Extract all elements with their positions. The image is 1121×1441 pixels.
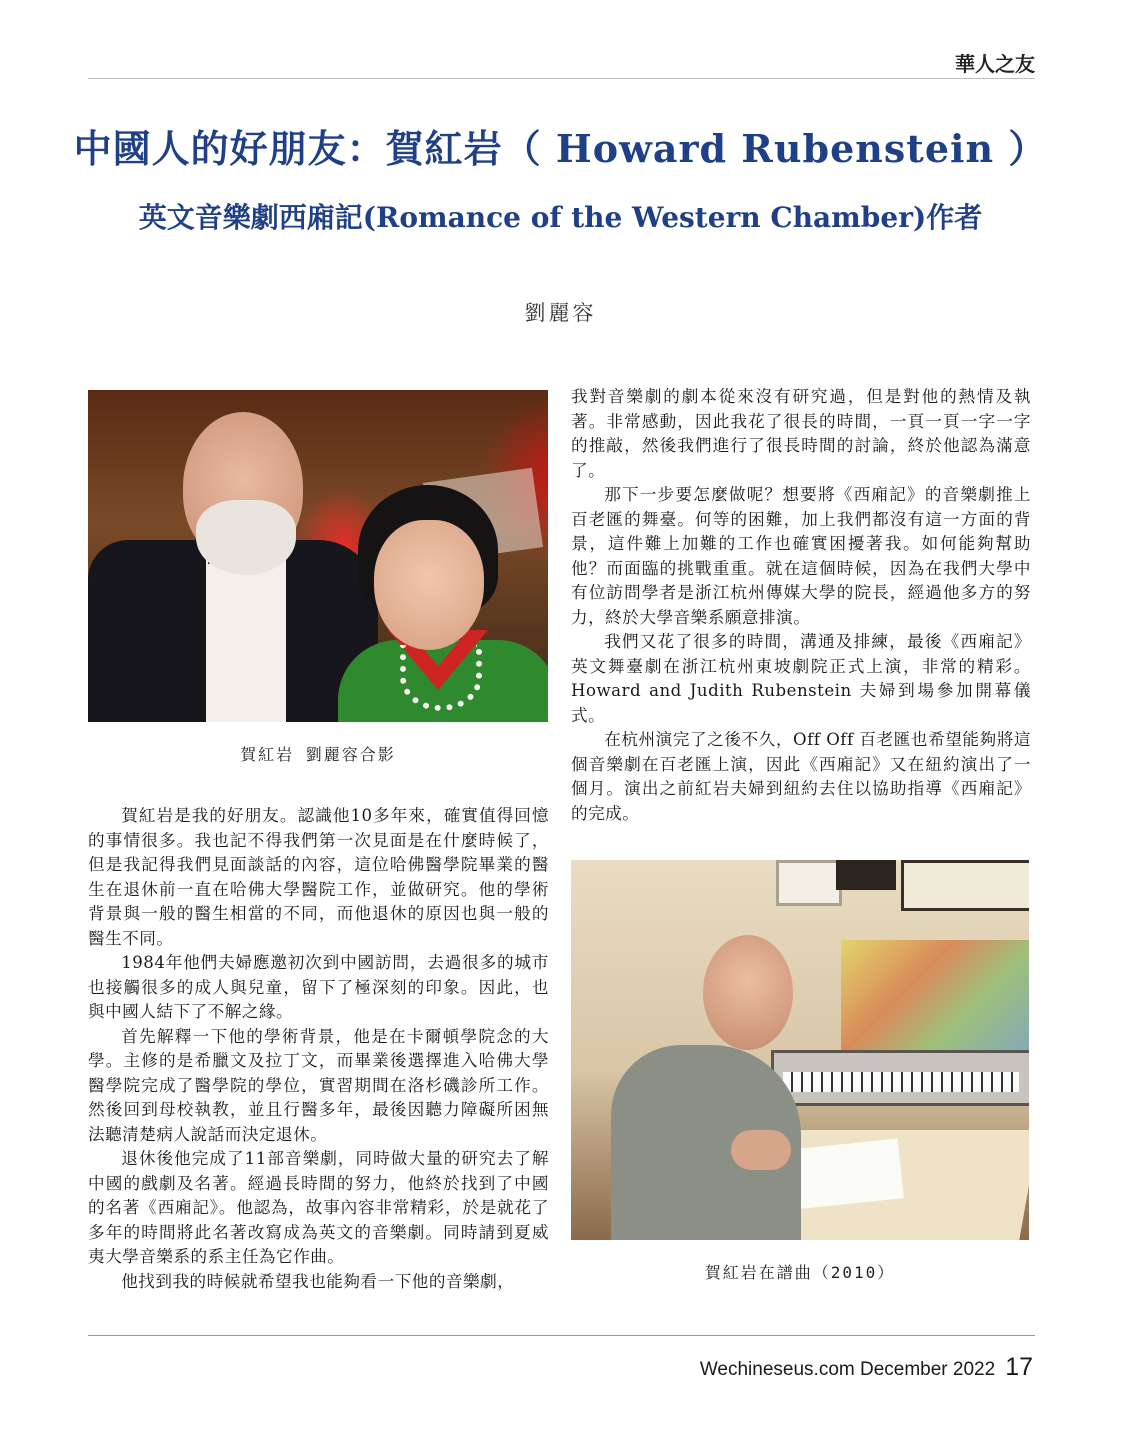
publication-date: Wechineseus.com December 2022: [699, 1359, 996, 1380]
photo-man-beard: [196, 500, 296, 575]
paragraph: 賀紅岩是我的好朋友。認識他10多年來，確實值得回憶的事情很多。我也記不得我們第一次見面是在什麼時候了，但是我記得我們見面談話的內容，這位哈佛醫學院畢業的醫生在退休前一直在哈佛大學醫院工作，並做研究。他的學術背景與一般的醫生相當的不同，而他退休的原因也與一般的醫生不同。: [88, 806, 549, 948]
article-right-column: [571, 385, 1031, 826]
article-author: 劉麗容: [524, 301, 597, 325]
section-label: 華人之友: [955, 52, 1035, 76]
paragraph: 1984年他們夫婦應邀初次到中國訪問，去過很多的城市也接觸很多的成人與兒童，留下了極深刻的印象。因此，也與中國人結下了不解之緣。: [88, 953, 549, 1021]
photo-keys: [783, 1072, 1019, 1092]
photo-composing: [571, 860, 1029, 1240]
photo-pearls: [400, 645, 482, 711]
photo-man-head: [703, 935, 793, 1050]
page-number: 17: [1005, 1353, 1033, 1381]
photo-man-arm: [731, 1130, 791, 1170]
paragraph: 我對音樂劇的劇本從來沒有研究過，但是對他的熱情及執著。非常感動，因此我花了很長的時間，一頁一頁一字一字的推敲，然後我們進行了很長時間的討論，終於他認為滿意了。: [571, 387, 1031, 480]
page-footer: [700, 1353, 1033, 1382]
photo-frame: [776, 860, 842, 906]
paragraph: 在杭州演完了之後不久，Off Off 百老匯也希望能夠將這個音樂劇在百老匯上演，因此《西廂記》又在紐約演出了一個月。演出之前紅岩夫婦到紐約去住以協助指導《西廂記》的完成。: [571, 730, 1031, 823]
paragraph: 首先解釋一下他的學術背景，他是在卡爾頓學院念的大學。主修的是希臘文及拉丁文，而畢業後選擇進入哈佛大學醫學院完成了醫學院的學位，實習期間在洛杉磯診所工作。然後回到母校執教，並且行醫多年，最後因聽力障礙所困無法聽清楚病人說話而決定退休。: [88, 1026, 549, 1144]
photo-frame: [836, 860, 896, 890]
bottom-divider: [88, 1335, 1035, 1336]
paragraph: 我們又花了很多的時間，溝通及排練，最後《西廂記》英文舞臺劇在浙江杭州東坡劇院正式上演，非常的精彩。Howard and Judith Rubenstein 夫婦到場參加開幕儀式。: [571, 632, 1031, 725]
top-divider: [88, 78, 1035, 79]
photo-composing-caption: 賀紅岩在譜曲（2010）: [704, 1263, 896, 1282]
article-left-column: [88, 804, 549, 1294]
photo-woman-face: [374, 520, 484, 650]
article-subtitle: 英文音樂劇西廂記(Romance of the Western Chamber)作者: [138, 201, 983, 234]
photo-couple: [88, 390, 548, 722]
paragraph: 退休後他完成了11部音樂劇，同時做大量的研究去了解中國的戲劇及名著。經過長時間的努力，他終於找到了中國的名著《西廂記》。他認為，故事內容非常精彩，於是就花了多年的時間將此名著改寫成為英文的音樂劇。同時請到夏威夷大學音樂系的系主任為它作曲。: [88, 1149, 549, 1266]
paragraph: 他找到我的時候就希望我也能夠看一下他的音樂劇，: [121, 1271, 515, 1291]
paragraph: 那下一步要怎麼做呢？想要將《西廂記》的音樂劇推上百老匯的舞臺。何等的困難，加上我們都沒有這一方面的背景，這件難上加難的工作也確實困擾著我。如何能夠幫助他？而面臨的挑戰重重。就在這個時候，因為在我們大學中有位訪問學者是浙江杭州傳媒大學的院長，經過他多方的努力，終於大學音樂系願意排演。: [571, 485, 1031, 627]
article-title: 中國人的好朋友：賀紅岩（ Howard Rubenstein ）: [73, 126, 1048, 171]
photo-frame: [901, 860, 1029, 911]
photo-couple-caption: 賀紅岩 劉麗容合影: [240, 745, 396, 764]
